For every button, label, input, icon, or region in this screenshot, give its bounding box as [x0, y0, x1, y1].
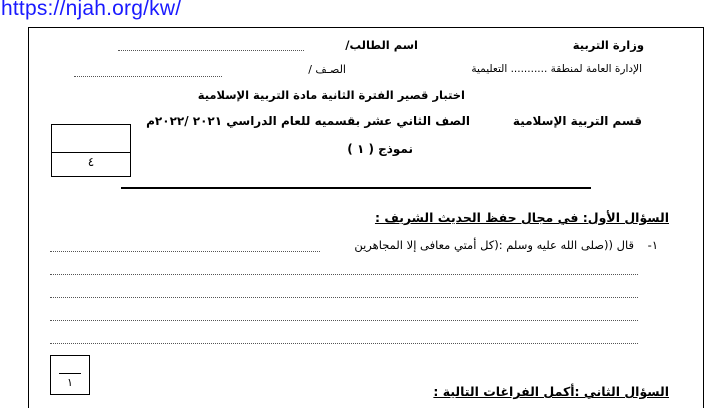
exam-title: اختبار قصير الفترة الثانية مادة التربية الإسلامية	[197, 88, 465, 102]
header-divider	[121, 187, 591, 189]
answer-line	[50, 320, 638, 321]
total-mark: ٤	[87, 155, 95, 169]
answer-line	[50, 251, 320, 252]
grade-year-label: الصف الثاني عشر بقسميه للعام الدراسي ٢٠٢١ /٢٠٢٢م	[146, 114, 470, 128]
model-label: نموذج ( ١ )	[347, 142, 413, 156]
student-name-label: اسم الطالب/	[345, 38, 418, 52]
class-label: الصـف /	[308, 63, 346, 76]
answer-line	[50, 274, 638, 275]
question2-score-box	[50, 355, 90, 395]
department-label: قسم التربية الإسلامية	[512, 114, 642, 128]
question1-title: السؤال الأول: في مجال حفظ الحديث الشريف :	[374, 210, 669, 225]
answer-line	[50, 343, 638, 344]
student-name-dots	[118, 50, 304, 51]
watermark-url: https://njah.org/kw/	[1, 0, 182, 20]
class-dots	[74, 76, 222, 77]
total-grade-box	[51, 124, 131, 177]
ministry-label: وزارة التربية	[572, 38, 644, 52]
question1-item-text: قال ((صلى الله عليه وسلم :(كل أمتي معافى إلا المجاهرين	[354, 238, 634, 252]
question2-score: ١	[67, 376, 73, 389]
answer-line	[50, 297, 638, 298]
directorate-label: الإدارة العامة لمنطقة ........... التعليمية	[471, 63, 642, 75]
question2-title: السؤال الثاني :أكمل الفراغات التالية :	[433, 384, 669, 399]
question1-item-number: ١-	[647, 238, 658, 252]
